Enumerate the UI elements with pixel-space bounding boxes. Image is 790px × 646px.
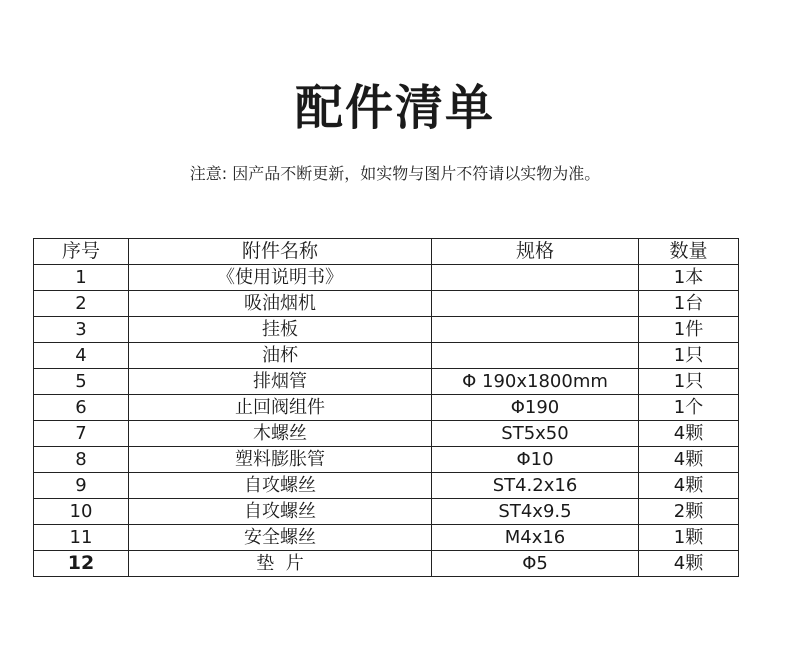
header-no: 序号 [34,239,129,265]
row-qty: 1个 [639,395,739,421]
row-qty: 1只 [639,369,739,395]
header-name: 附件名称 [129,239,432,265]
row-spec: ST5x50 [432,421,639,447]
table-row [34,369,739,395]
disclaimer-note: 注意: 因产品不断更新，如实物与图片不符请以实物为准。 [189,164,601,183]
table-row [34,343,739,369]
table-header-row [34,239,739,265]
row-no: 1 [34,265,129,291]
page-title: 配件清单 [294,80,495,136]
row-spec: M4x16 [432,525,639,551]
row-no: 8 [34,447,129,473]
header-qty: 数量 [639,239,739,265]
table-row [34,499,739,525]
row-no: 5 [34,369,129,395]
row-name: 木螺丝 [129,421,432,447]
table-row [34,421,739,447]
row-name: 《使用说明书》 [129,265,432,291]
table-row [34,291,739,317]
row-spec [432,343,639,369]
row-qty: 4颗 [639,473,739,499]
table-row [34,395,739,421]
parts-list-table [33,238,739,577]
row-name: 吸油烟机 [129,291,432,317]
row-spec: ST4.2x16 [432,473,639,499]
row-qty: 1只 [639,343,739,369]
row-no: 9 [34,473,129,499]
row-qty: 4颗 [639,421,739,447]
row-qty: 1本 [639,265,739,291]
table-row [34,317,739,343]
table-row [34,551,739,577]
row-name: 自攻螺丝 [129,499,432,525]
row-no: 7 [34,421,129,447]
row-name: 排烟管 [129,369,432,395]
row-name: 塑料膨胀管 [129,447,432,473]
row-no: 11 [34,525,129,551]
row-qty: 2颗 [639,499,739,525]
row-no: 4 [34,343,129,369]
row-no: 3 [34,317,129,343]
row-qty: 4颗 [639,447,739,473]
header-spec: 规格 [432,239,639,265]
row-spec: Φ10 [432,447,639,473]
row-no: 12 [34,551,129,577]
table-row [34,265,739,291]
row-spec: Φ190 [432,395,639,421]
row-name: 安全螺丝 [129,525,432,551]
row-no: 2 [34,291,129,317]
row-no: 6 [34,395,129,421]
row-qty: 1颗 [639,525,739,551]
row-spec [432,291,639,317]
row-name: 油杯 [129,343,432,369]
row-no: 10 [34,499,129,525]
row-qty: 1台 [639,291,739,317]
table-row [34,525,739,551]
row-spec [432,265,639,291]
row-qty: 4颗 [639,551,739,577]
row-spec: ST4x9.5 [432,499,639,525]
table-row [34,473,739,499]
row-spec: Φ5 [432,551,639,577]
row-spec: Φ 190x1800mm [432,369,639,395]
row-qty: 1件 [639,317,739,343]
row-spec [432,317,639,343]
row-name: 挂板 [129,317,432,343]
row-name: 自攻螺丝 [129,473,432,499]
row-name: 垫 片 [129,551,432,577]
row-name: 止回阀组件 [129,395,432,421]
table-row [34,447,739,473]
